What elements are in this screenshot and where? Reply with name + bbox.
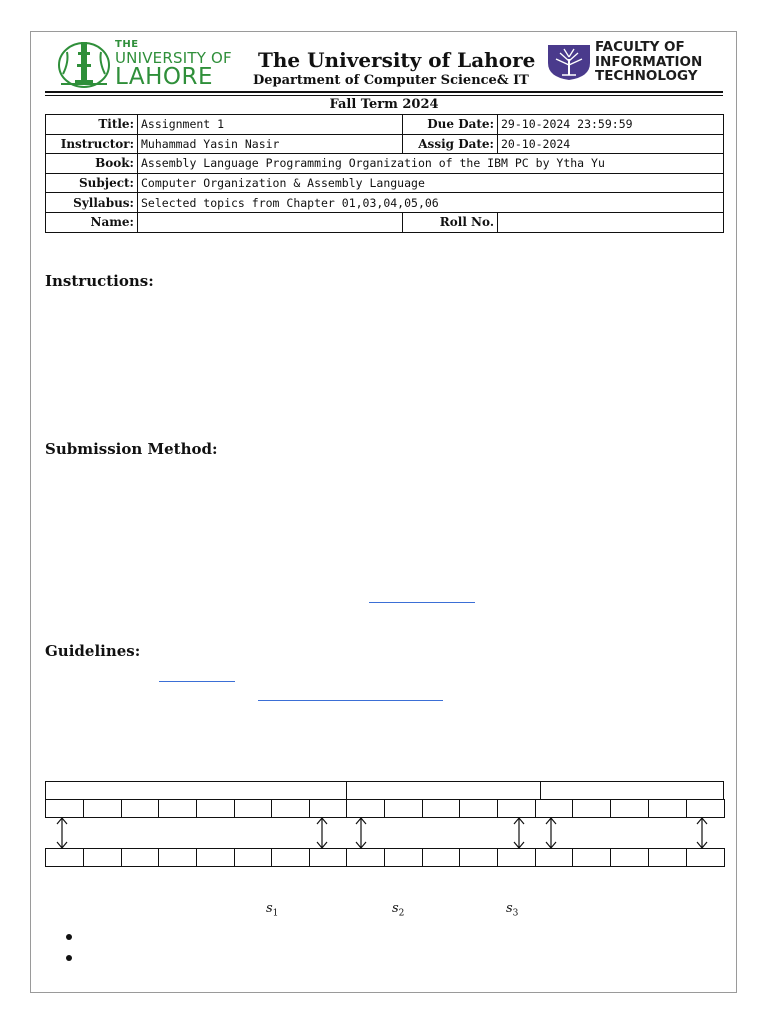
- university-of-lahore-logo: [57, 38, 232, 90]
- name-label: Name:: [46, 212, 138, 232]
- memory-cell: [346, 799, 385, 818]
- memory-cell: [271, 799, 310, 818]
- memory-cell: [497, 799, 536, 818]
- info-row-syllabus: [46, 193, 724, 213]
- memory-cell: [83, 848, 122, 867]
- arrow-layer: [45, 817, 724, 850]
- info-row-title: [46, 115, 724, 135]
- title-value: Assignment 1: [138, 115, 403, 135]
- memory-cell: [45, 848, 84, 867]
- guideline-link-2[interactable]: [258, 700, 443, 701]
- memory-cell: [459, 799, 498, 818]
- book-value: Assembly Language Programming Organization of the IBM PC by Ytha Yu: [138, 154, 724, 174]
- memory-cell: [121, 848, 159, 867]
- instructor-label: Instructor:: [46, 134, 138, 154]
- left-logo-line1: THE: [115, 39, 139, 50]
- double-arrow-icon: [514, 818, 524, 848]
- tree-emblem-icon: [546, 41, 592, 81]
- memory-cell: [572, 848, 611, 867]
- bullet-dot: [66, 934, 72, 940]
- info-row-subject: [46, 173, 724, 193]
- info-row-name: [46, 212, 724, 232]
- memory-cell: [196, 848, 235, 867]
- memory-cell: [121, 799, 159, 818]
- segment-label-s2: $s_2$: [392, 901, 405, 919]
- header-rule-thick: [45, 91, 723, 93]
- term-title: Fall Term 2024: [329, 97, 439, 112]
- memory-cell: [271, 848, 310, 867]
- segment-diagram: [45, 781, 724, 871]
- memory-cell: [610, 848, 649, 867]
- memory-cell: [309, 799, 347, 818]
- memory-cell: [384, 848, 423, 867]
- memory-cell: [497, 848, 536, 867]
- double-arrow-icon: [57, 818, 67, 848]
- right-logo-line1: FACULTY OF: [595, 39, 685, 55]
- due-date-value: 29-10-2024 23:59:59: [498, 115, 724, 135]
- memory-cell: [686, 799, 725, 818]
- segment-label-s1: $s_1$: [266, 901, 279, 919]
- book-label: Book:: [46, 154, 138, 174]
- guideline-link-1[interactable]: [159, 681, 235, 682]
- syllabus-value: Selected topics from Chapter 01,03,04,05,06: [138, 193, 724, 213]
- memory-cell: [422, 848, 460, 867]
- double-arrow-icon: [546, 818, 556, 848]
- memory-cell: [648, 799, 687, 818]
- memory-cell: [459, 848, 498, 867]
- due-date-label: Due Date:: [403, 115, 498, 135]
- info-row-instructor: [46, 134, 724, 154]
- info-row-book: [46, 154, 724, 174]
- assignment-info-table: [45, 114, 724, 233]
- left-logo-line3: LAHORE: [115, 64, 213, 90]
- submission-method-heading: Submission Method:: [45, 440, 218, 458]
- right-logo-line3: TECHNOLOGY: [595, 68, 698, 84]
- instructor-value: Muhammad Yasin Nasir: [138, 134, 403, 154]
- bullet-dot: [66, 955, 72, 961]
- assig-date-value: 20-10-2024: [498, 134, 724, 154]
- double-arrow-icon: [317, 818, 327, 848]
- submission-link[interactable]: [369, 602, 475, 603]
- guidelines-heading: Guidelines:: [45, 642, 141, 660]
- faculty-it-logo: [546, 40, 716, 88]
- memory-cell: [196, 799, 235, 818]
- double-arrow-icon: [356, 818, 366, 848]
- memory-cell: [45, 799, 84, 818]
- memory-cell: [384, 799, 423, 818]
- segment-label-s3: $s_3$: [506, 901, 519, 919]
- segment-header-3: [540, 781, 724, 800]
- roll-no-field[interactable]: [498, 212, 724, 232]
- segment-header-1: [45, 781, 347, 800]
- memory-cell: [648, 848, 687, 867]
- left-logo-text: [115, 40, 232, 89]
- title-label: Title:: [46, 115, 138, 135]
- memory-cell: [572, 799, 611, 818]
- roll-no-label: Roll No.: [403, 212, 498, 232]
- memory-cell: [535, 848, 573, 867]
- memory-cell: [158, 799, 197, 818]
- subject-value: Computer Organization & Assembly Language: [138, 173, 724, 193]
- instructions-heading: Instructions:: [45, 272, 154, 290]
- department-title: Department of Computer Science& IT: [253, 73, 529, 88]
- double-arrow-icon: [697, 818, 707, 848]
- memory-cell: [83, 799, 122, 818]
- segment-header-2: [346, 781, 541, 800]
- left-logo-line2: UNIVERSITY OF: [115, 49, 232, 67]
- minar-emblem-icon: [57, 38, 114, 90]
- right-logo-line2: INFORMATION: [595, 53, 703, 70]
- memory-cell: [686, 848, 725, 867]
- memory-cell: [535, 799, 573, 818]
- memory-cell: [234, 799, 272, 818]
- university-title: The University of Lahore: [258, 48, 536, 72]
- assig-date-label: Assig Date:: [403, 134, 498, 154]
- memory-cell: [158, 848, 197, 867]
- memory-cell: [422, 799, 460, 818]
- memory-cell: [610, 799, 649, 818]
- subject-label: Subject:: [46, 173, 138, 193]
- syllabus-label: Syllabus:: [46, 193, 138, 213]
- name-field[interactable]: [138, 212, 403, 232]
- memory-cell: [346, 848, 385, 867]
- memory-cell: [309, 848, 347, 867]
- right-logo-text: [595, 40, 702, 84]
- memory-cell: [234, 848, 272, 867]
